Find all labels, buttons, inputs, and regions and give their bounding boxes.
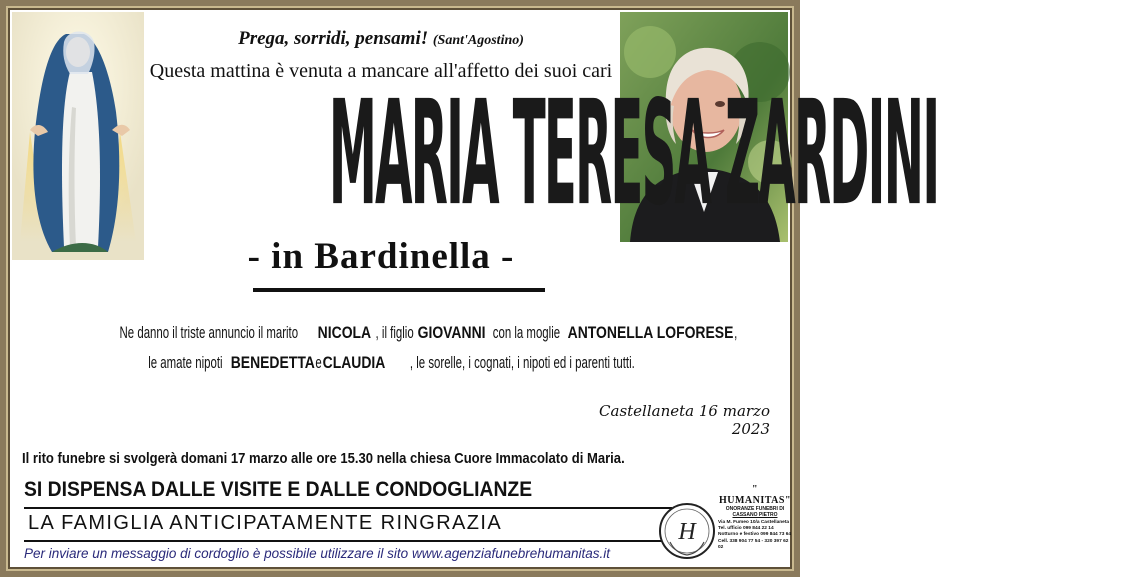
announce-text: , le sorelle, i cognati, i nipoti ed i parenti tutti. bbox=[410, 353, 636, 372]
agency-address-line: Via M. Fumeo 10/a Castellaneta bbox=[718, 520, 790, 525]
son-name: GIOVANNI bbox=[417, 323, 486, 342]
agency-phone-office: Tel. ufficio 099 844 22 14 bbox=[718, 526, 774, 532]
agency-info bbox=[718, 484, 792, 551]
intro-text: Questa mattina è venuta a mancare all'affetto dei suoi cari bbox=[149, 60, 613, 82]
funeral-info-text: Il rito funebre si svolgerà domani 17 marzo alle ore 15.30 nella chiesa Cuore Immacolato di Maria. bbox=[22, 450, 625, 467]
quote-text: Prega, sorridi, pensami! bbox=[238, 28, 429, 49]
announcement-line-2 bbox=[140, 348, 660, 378]
no-visits-text: SI DISPENSA DALLE VISITE E DALLE CONDOGLIANZE bbox=[24, 478, 533, 501]
thanks-notice: LA FAMIGLIA ANTICIPATAMENTE RINGRAZIA bbox=[28, 512, 503, 534]
death-notice bbox=[10, 10, 939, 567]
deceased-name-text: MARIA TERESA ZARDINI bbox=[328, 71, 939, 239]
announce-text: , il figlio bbox=[375, 323, 414, 342]
agency-address bbox=[718, 520, 792, 551]
no-visits-notice bbox=[24, 478, 674, 502]
madonna-image bbox=[12, 12, 144, 260]
funeral-info bbox=[22, 450, 722, 467]
announcement bbox=[30, 318, 770, 378]
agency-phone-night: Notturno e festivo 099 844 73 64 bbox=[718, 532, 792, 538]
announce-text: , bbox=[733, 323, 737, 342]
footer-condolence-link[interactable]: Per inviare un messaggio di cordoglio è possibile utilizzare il sito www.agenziafunebrehumanitas.it bbox=[24, 546, 611, 561]
agency-logo-icon bbox=[658, 502, 716, 560]
married-name: - in Bardinella - bbox=[247, 236, 515, 277]
logo-letter: H bbox=[678, 519, 696, 545]
agency-owner: CASSANO PIETRO bbox=[732, 512, 778, 518]
quote-source: (Sant'Agostino) bbox=[432, 33, 524, 48]
agency-subtitle: ONORANZE FUNEBRI DI bbox=[725, 506, 785, 512]
divider-rule bbox=[253, 288, 545, 292]
announce-text: le amate nipoti bbox=[148, 353, 223, 372]
divider-line bbox=[24, 540, 672, 542]
announce-text: e bbox=[315, 353, 323, 372]
announce-text: con la moglie bbox=[492, 323, 561, 342]
husband-name: NICOLA bbox=[317, 323, 372, 342]
granddaughter-name: BENEDETTA bbox=[230, 353, 316, 372]
agency-phone-mobile: Cell. 338 904 77 54 - 320 397 62 02 bbox=[718, 538, 789, 550]
announcement-line-1 bbox=[100, 318, 737, 348]
announce-text: Ne danno il triste annuncio il marito bbox=[119, 323, 299, 342]
agency-name: " HUMANITAS" bbox=[718, 484, 792, 506]
granddaughter-name: CLAUDIA bbox=[322, 353, 386, 372]
divider-line bbox=[24, 507, 672, 509]
daughter-in-law-name: ANTONELLA LOFORESE bbox=[567, 323, 734, 342]
place-date: Castellaneta 16 marzo 2023 bbox=[599, 402, 770, 438]
